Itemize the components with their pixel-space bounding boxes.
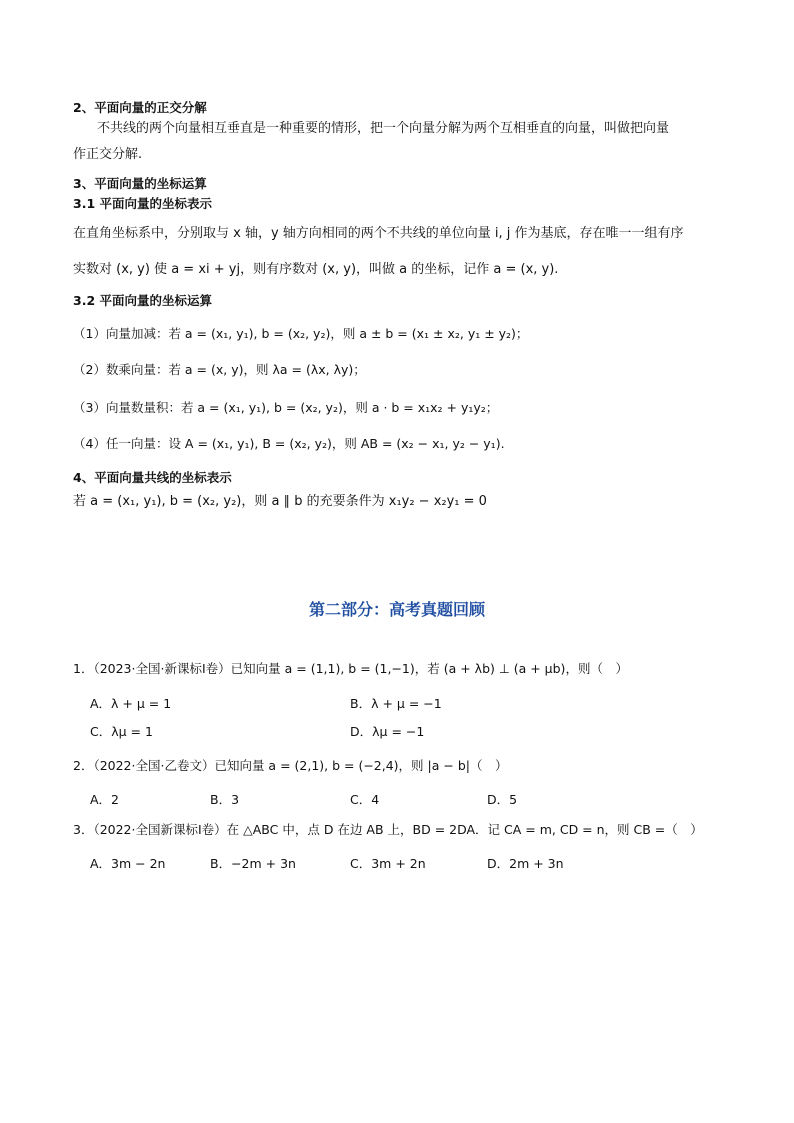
question-2-option-b[interactable]: B．3: [210, 792, 240, 807]
question-3-option-c[interactable]: C．3m + 2n: [350, 856, 426, 871]
question-1-option-b[interactable]: B．λ + μ = −1: [350, 696, 442, 711]
question-2-option-a[interactable]: A．2: [90, 792, 120, 807]
section2-heading: 2、平面向量的正交分解: [73, 100, 207, 115]
question-2-option-c[interactable]: C．4: [350, 792, 380, 807]
operation-dot-product: （3）向量数量积：若 a = (x₁, y₁), b = (x₂, y₂)，则 a · b = x₁x₂ + y₁y₂；: [73, 400, 499, 415]
operation-addition: （1）向量加减：若 a = (x₁, y₁), b = (x₂, y₂)，则 a ± b = (x₁ ± x₂, y₁ ± y₂)；: [73, 326, 529, 341]
part2-title: 第二部分：高考真题回顾: [308, 600, 485, 619]
section3-heading: 3、平面向量的坐标运算: [73, 176, 207, 191]
section4-heading: 4、平面向量共线的坐标表示: [73, 470, 232, 485]
section3-1-heading: 3.1 平面向量的坐标表示: [73, 196, 212, 211]
section4-line: 若 a = (x₁, y₁), b = (x₂, y₂)，则 a ∥ b 的充要条件为 x₁y₂ − x₂y₁ = 0: [73, 494, 487, 509]
question-3-option-d[interactable]: D．2m + 3n: [487, 856, 564, 871]
section3-1-line2: 实数对 (x, y) 使 a = xi + yj，则有序数对 (x, y)，叫做 a 的坐标，记作 a = (x, y).: [73, 262, 559, 277]
question-3-option-a[interactable]: A．3m − 2n: [90, 856, 166, 871]
question-1-stem: 1．（2023·全国·新课标Ⅰ卷）已知向量 a = (1,1), b = (1,−1)，若 (a + λb) ⊥ (a + μb)，则（ ）: [73, 661, 628, 676]
section3-2-heading: 3.2 平面向量的坐标运算: [73, 293, 212, 308]
operation-any-vector: （4）任一向量：设 A = (x₁, y₁), B = (x₂, y₂)，则 AB = (x₂ − x₁, y₂ − y₁).: [73, 436, 505, 451]
section3-1-line1: 在直角坐标系中，分别取与 x 轴，y 轴方向相同的两个不共线的单位向量 i, j 作为基底，存在唯一一组有序: [73, 226, 684, 241]
operation-scalar: （2）数乘向量：若 a = (x, y)，则 λa = (λx, λy)；: [73, 362, 366, 377]
question-2-option-d[interactable]: D．5: [487, 792, 518, 807]
question-2-stem: 2．（2022·全国·乙卷文）已知向量 a = (2,1), b = (−2,4)，则 |a − b|（ ）: [73, 758, 508, 773]
question-1-option-d[interactable]: D．λμ = −1: [350, 724, 425, 739]
section2-paragraph-line2: 作正交分解.: [73, 147, 143, 162]
section2-paragraph-line1: 不共线的两个向量相互垂直是一种重要的情形，把一个向量分解为两个互相垂直的向量，叫做把向量: [97, 121, 670, 136]
question-3-option-b[interactable]: B．−2m + 3n: [210, 856, 296, 871]
question-1-option-c[interactable]: C．λμ = 1: [90, 724, 153, 739]
question-1-option-a[interactable]: A．λ + μ = 1: [90, 696, 172, 711]
question-3-stem: 3．（2022·全国新课标Ⅰ卷）在 △ABC 中，点 D 在边 AB 上，BD = 2DA．记 CA = m, CD = n，则 CB =（ ）: [73, 822, 703, 837]
